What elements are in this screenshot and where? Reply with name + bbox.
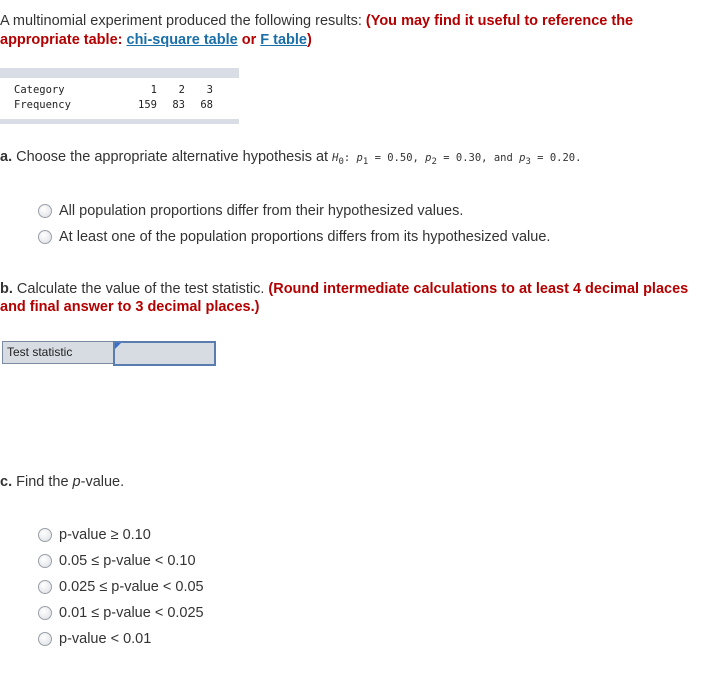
table-row xyxy=(0,84,216,99)
row-label: Category xyxy=(14,84,65,96)
test-statistic-label: Test statistic xyxy=(2,341,116,364)
hypothesis-statement: $H_0$: $p_1 = 0.50$, $p_2 = 0.30$, and $p_3 = 0.20$. xyxy=(332,152,582,168)
radio-option[interactable] xyxy=(38,600,204,626)
option-label: p-value ≥ 0.10 xyxy=(59,527,151,543)
radio-button-icon[interactable] xyxy=(38,606,52,620)
table-bottom-band xyxy=(0,119,239,124)
part-c-letter: c. xyxy=(0,474,13,490)
table-cell: 2 xyxy=(178,84,185,96)
radio-button-icon[interactable] xyxy=(38,580,52,594)
test-statistic-input[interactable] xyxy=(113,341,216,366)
option-label: p-value < 0.01 xyxy=(59,631,152,647)
row-label: Frequency xyxy=(14,99,71,111)
part-a-question xyxy=(0,148,705,172)
reference-note: (You may find it useful to reference the appropriate table: chi-square table or F table) xyxy=(0,13,634,48)
part-a-options xyxy=(38,198,550,250)
radio-button-icon[interactable] xyxy=(38,230,52,244)
radio-button-icon[interactable] xyxy=(38,528,52,542)
table-cell: 3 xyxy=(206,84,213,96)
radio-option[interactable] xyxy=(38,574,204,600)
question-intro xyxy=(0,12,700,50)
radio-option[interactable] xyxy=(38,626,204,652)
radio-option[interactable] xyxy=(38,224,550,250)
radio-option[interactable] xyxy=(38,198,550,224)
chi-square-table-link[interactable]: chi-square table xyxy=(126,32,238,48)
part-b-letter: b. xyxy=(0,281,13,297)
part-a-text: Choose the appropriate alternative hypothesis at xyxy=(12,149,333,165)
option-label: 0.025 ≤ p-value < 0.05 xyxy=(59,579,204,595)
part-c-options xyxy=(38,522,204,652)
table-top-band xyxy=(0,68,239,78)
frequency-table xyxy=(0,84,239,114)
part-b-text: Calculate the value of the test statistic. xyxy=(12,281,269,297)
radio-button-icon[interactable] xyxy=(38,632,52,646)
f-table-link[interactable]: F table xyxy=(260,32,307,48)
option-label: At least one of the population proportions differs from its hypothesized value. xyxy=(59,229,551,245)
part-a-letter: a. xyxy=(0,149,13,165)
rounding-note: (Round intermediate calculations to at least 4 decimal places and final answer to 3 decimal places.) xyxy=(0,281,689,315)
radio-button-icon[interactable] xyxy=(38,204,52,218)
table-cell: 83 xyxy=(172,99,185,111)
option-label: 0.01 ≤ p-value < 0.025 xyxy=(59,605,204,621)
option-label: All population proportions differ from their hypothesized values. xyxy=(59,203,464,219)
radio-option[interactable] xyxy=(38,522,204,548)
intro-text: A multinomial experiment produced the following results: xyxy=(0,13,366,29)
option-label: 0.05 ≤ p-value < 0.10 xyxy=(59,553,196,569)
input-corner-marker-icon xyxy=(115,343,121,349)
radio-button-icon[interactable] xyxy=(38,554,52,568)
table-cell: 159 xyxy=(138,99,157,111)
part-c-question: c. Find the p-value. xyxy=(0,474,125,490)
part-b-question xyxy=(0,280,705,316)
table-cell: 1 xyxy=(150,84,157,96)
table-row xyxy=(0,99,216,114)
radio-option[interactable] xyxy=(38,548,204,574)
table-cell: 68 xyxy=(200,99,213,111)
